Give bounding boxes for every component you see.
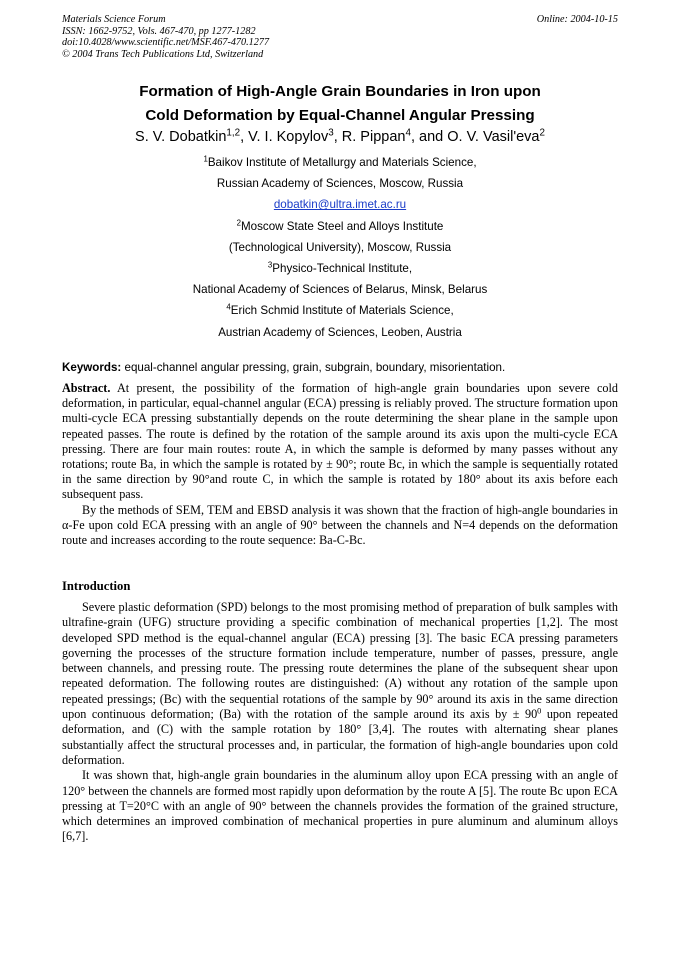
paper-title [62, 80, 618, 128]
abstract-text: At present, the possibility of the formation of high-angle grain boundaries upon severe cold deformation, in particular, equal-channel angular (ECA) pressing is reliably proved. The structure formation upon multi-cycle ECA pressing substantially depends on the route determining the shear plane in the sample upon repeated passes. The route is defined by the rotation of the sample around its axis upon the multi-cycle ECA pressing. There are four main routes: route A, in which the sample is deformed by many passes without any rotations; route Ba, in which the sample is rotated by ± 90°; route Bc, in which the sample is sequentially rotated in the same direction by 90°and route C, in which the sample is rotated by 180° about its axis before each subsequent pass. [62, 381, 618, 502]
introduction-heading: Introduction [62, 579, 131, 593]
affiliation-line [62, 194, 618, 215]
author-affiliation-mark: 4 [405, 127, 411, 139]
affiliation-text: Moscow State Steel and Alloys Institute [241, 219, 444, 233]
abstract-paragraph [62, 381, 618, 503]
affiliation-line [62, 258, 618, 279]
keywords-text: equal-channel angular pressing, grain, subgrain, boundary, misorientation. [121, 361, 506, 374]
email-link[interactable]: dobatkin@ultra.imet.ac.ru [273, 198, 407, 212]
affiliation-line [62, 322, 618, 343]
author-list [62, 127, 618, 147]
introduction-paragraph: It was shown that, high-angle grain boundaries in the aluminum alloy upon ECA pressing with an angle of 120° between the channels are formed most rapidly upon deformation by the route A [5]. The route Bc upon ECA pressing at T=20°C with an angle of 90° between the channels provides the formation of the grained structure, which determines an improved combination of mechanical properties in pure aluminum and aluminum alloys [6,7]. [62, 768, 618, 844]
abstract-paragraph: By the methods of SEM, TEM and EBSD analysis it was shown that the fraction of high-angle boundaries in α-Fe upon cold ECA pressing with an angle of 90° between the channels and N=4 depends on the deformation route and increases according to the route sequence: Ba-C-Bc. [62, 502, 618, 548]
author-separator: , and [410, 129, 448, 145]
affiliation-mark: 4 [226, 302, 231, 312]
author-affiliation-mark: 1,2 [226, 127, 241, 139]
affiliation-mark: 1 [203, 154, 208, 164]
author-name: O. V. Vasil'eva [447, 129, 540, 145]
issn-line: ISSN: 1662-9752, Vols. 467-470, pp 1277-1282 [62, 25, 256, 37]
affiliation-line [62, 300, 618, 321]
degree-superscript: 0 [537, 706, 542, 716]
author-separator: , [240, 129, 249, 145]
affiliation-text: National Academy of Sciences of Belarus, Minsk, Belarus [192, 283, 488, 297]
online-date: Online: 2004-10-15 [536, 14, 618, 25]
doi-line: doi:10.4028/www.scientific.net/MSF.467-470.1277 [62, 37, 270, 49]
affiliation-line [62, 216, 618, 237]
affiliation-text: Austrian Academy of Sciences, Leoben, Austria [218, 325, 462, 339]
title-line-1: Formation of High-Angle Grain Boundaries in Iron upon [139, 83, 541, 100]
affiliation-mark: 2 [236, 218, 242, 228]
affiliation-line [62, 279, 618, 300]
title-line-2: Cold Deformation by Equal-Channel Angular Pressing [145, 107, 535, 124]
affiliation-line [62, 237, 618, 258]
author-name: S. V. Dobatkin [135, 129, 227, 145]
keywords-label: Keywords: [62, 361, 122, 374]
journal-name: Materials Science Forum [62, 14, 166, 25]
affiliation-text: (Technological University), Moscow, Russia [228, 240, 452, 254]
keywords-block [62, 360, 618, 375]
author-separator: , [333, 129, 342, 145]
affiliation-list [62, 152, 618, 343]
author-affiliation-mark: 3 [328, 127, 334, 139]
affiliation-line [62, 152, 618, 173]
abstract-label: Abstract. [62, 381, 111, 395]
abstract-block [62, 381, 618, 548]
author-affiliation-mark: 2 [539, 127, 545, 139]
affiliation-text: Erich Schmid Institute of Materials Science, [230, 304, 454, 318]
paragraph-text: Severe plastic deformation (SPD) belongs to the most promising method of preparation of bulk samples with ultrafine-grain (UFG) structure providing a specific combination of mechanical properties [1,2]. The most developed SPD method is the equal-channel angular (ECA) pressing [3]. The basic ECA pressing parameters governing the processes of the structure formation include temperature, number of passes, pressure, angle between channels, and pressing route. The pressing route determines the plane of the subsequent shear upon repeated deformation. The following routes are distinguished: (A) without any rotation of the sample upon repeated pressings; (Bc) with the sequential rotations of the sample by 90° around its axis in the same direction upon continuous deformation; (Ba) with the rotation of the sample around its axis by ± 90 [62, 600, 618, 722]
affiliation-line [62, 173, 618, 194]
affiliation-mark: 3 [267, 260, 273, 270]
author-name: R. Pippan [341, 129, 406, 145]
introduction-body [62, 600, 618, 845]
author-name: V. I. Kopylov [248, 129, 329, 145]
copyright-line: © 2004 Trans Tech Publications Ltd, Switzerland [62, 48, 264, 60]
journal-header [62, 14, 618, 60]
paragraph-text: upon repeated deformation, and (C) with the sample rotation by 180° [3,4]. The routes with alternating shear planes substantially affect the structural processes and, in particular, the formation of high-angle boundaries upon cold deformation. [62, 707, 618, 767]
introduction-paragraph [62, 600, 618, 768]
affiliation-text: Physico-Technical Institute, [272, 261, 413, 275]
affiliation-text: Baikov Institute of Metallurgy and Materials Science, [207, 156, 477, 169]
affiliation-text: Russian Academy of Sciences, Moscow, Russia [216, 177, 464, 191]
